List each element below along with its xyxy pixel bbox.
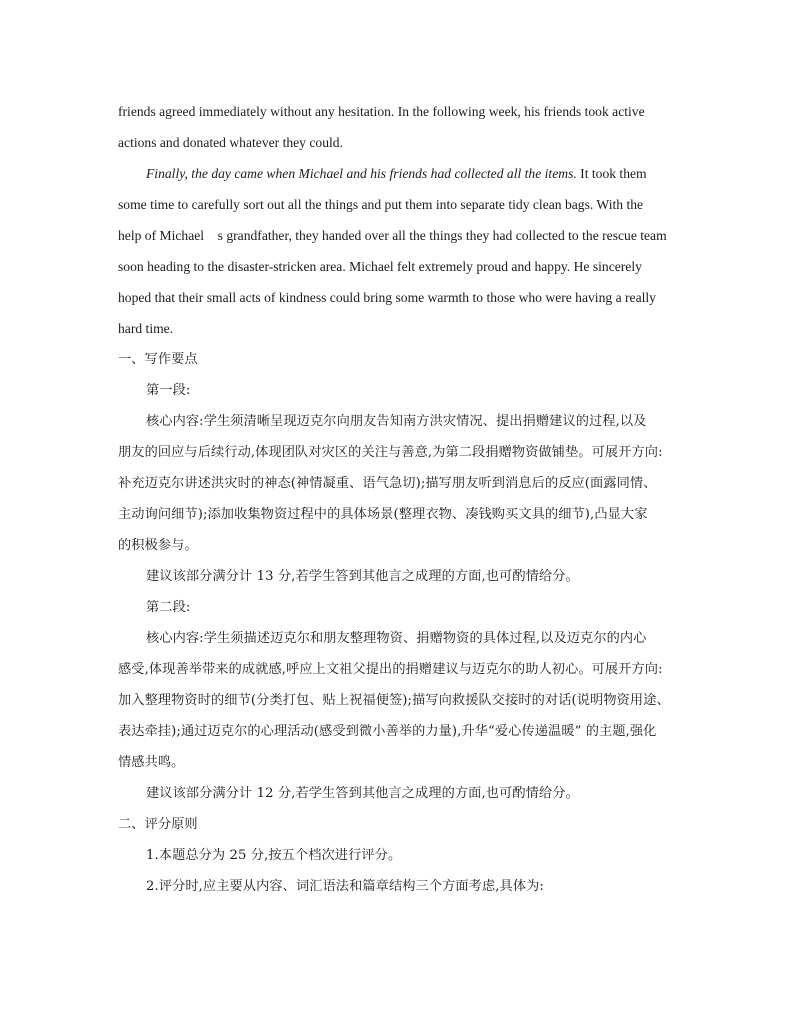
paragraph-one-core-line: 核心内容:学生须清晰呈现迈克尔向朋友告知南方洪灾情况、提出捐赠建议的过程,以及 xyxy=(146,414,647,429)
paragraph-two-core-line: 感受,体现善举带来的成就感,呼应上文祖父提出的捐赠建议与迈克尔的助人初心。可展开方向: xyxy=(118,662,663,677)
english-paragraph-line: soon heading to the disaster-stricken area. Michael felt extremely proud and happy. He sincerely xyxy=(118,259,642,274)
paragraph-one-core-line: 的积极参与。 xyxy=(118,538,198,553)
lead-sentence-continuation: It took them xyxy=(576,166,647,181)
paragraph-one-core-line: 补充迈克尔讲述洪灾时的神态(神情凝重、语气急切);描写朋友听到消息后的反应(面露同情、 xyxy=(118,476,657,491)
english-paragraph-line: actions and donated whatever they could. xyxy=(118,135,343,150)
section-heading-scoring-principles: 二、评分原则 xyxy=(118,817,198,832)
paragraph-two-core-line: 情感共鸣。 xyxy=(118,755,185,770)
english-paragraph-first-line xyxy=(146,164,706,184)
scoring-principle-item: 1.本题总分为 25 分,按五个档次进行评分。 xyxy=(146,848,402,863)
paragraph-two-core-line: 表达牵挂);通过迈克尔的心理活动(感受到微小善举的力量),升华“爱心传递温暖” 的主题,强化 xyxy=(118,724,657,739)
paragraph-one-score-note: 建议该部分满分计 13 分,若学生答到其他言之成理的方面,也可酌情给分。 xyxy=(146,569,579,584)
paragraph-one-core-line: 朋友的回应与后续行动,体现团队对灾区的关注与善意,为第二段捐赠物资做铺垫。可展开方向: xyxy=(118,445,663,460)
paragraph-two-core-line: 核心内容:学生须描述迈克尔和朋友整理物资、捐赠物资的具体过程,以及迈克尔的内心 xyxy=(146,631,647,646)
paragraph-one-core-line: 主动询问细节);添加收集物资过程中的具体场景(整理衣物、凑钱购买文具的细节),凸显大家 xyxy=(118,507,648,522)
italic-lead-sentence: Finally, the day came when Michael and his friends had collected all the items. xyxy=(146,166,577,181)
english-paragraph-line: hard time. xyxy=(118,321,174,336)
english-paragraph-line: friends agreed immediately without any hesitation. In the following week, his friends took active xyxy=(118,104,645,119)
scoring-principle-item: 2.评分时,应主要从内容、词汇语法和篇章结构三个方面考虑,具体为: xyxy=(146,879,544,894)
section-heading-writing-points: 一、写作要点 xyxy=(118,352,198,367)
english-paragraph-line: help of Michael s grandfather, they handed over all the things they had collected to the rescue team xyxy=(118,228,667,243)
paragraph-two-label: 第二段: xyxy=(146,600,191,615)
paragraph-one-label: 第一段: xyxy=(146,383,191,398)
english-paragraph-line: some time to carefully sort out all the things and put them into separate tidy clean bags. With the xyxy=(118,197,644,212)
paragraph-two-core-line: 加入整理物资时的细节(分类打包、贴上祝福便签);描写向救援队交接时的对话(说明物资用途、 xyxy=(118,693,670,708)
paragraph-two-score-note: 建议该部分满分计 12 分,若学生答到其他言之成理的方面,也可酌情给分。 xyxy=(146,786,579,801)
english-paragraph-line: hoped that their small acts of kindness could bring some warmth to those who were having a really xyxy=(118,290,656,305)
